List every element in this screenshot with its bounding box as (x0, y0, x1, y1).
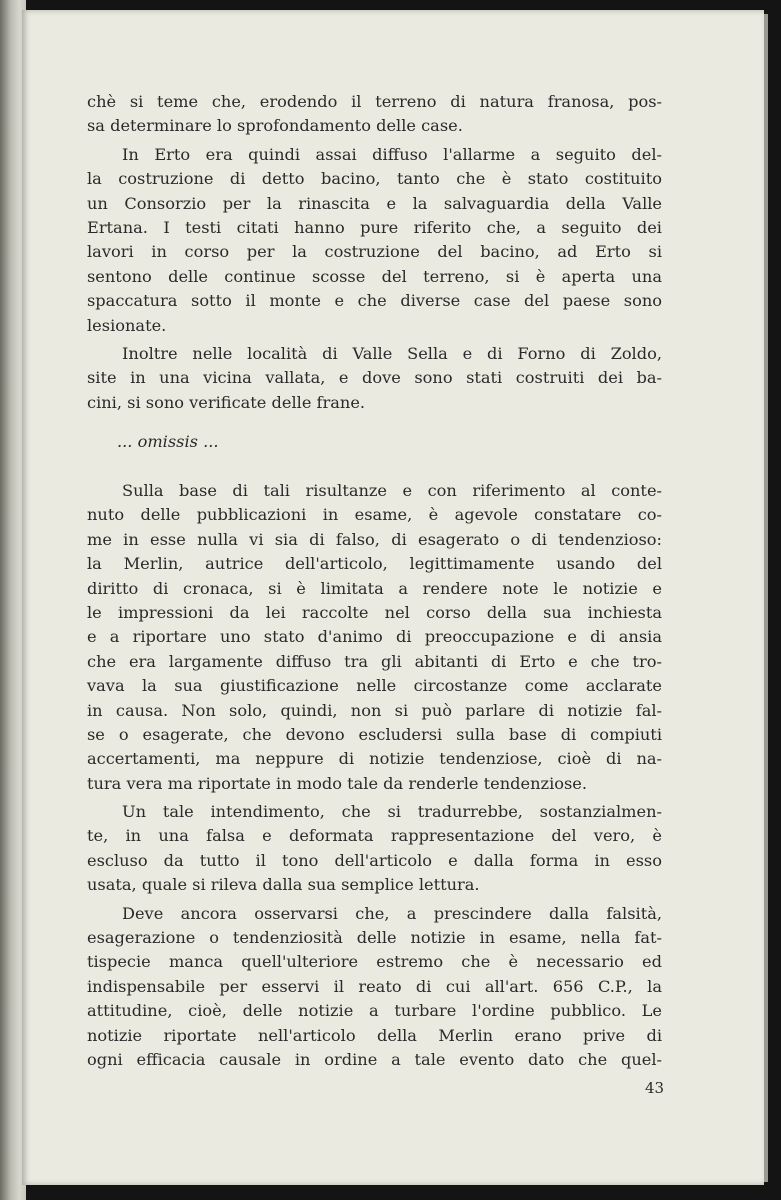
text-line: indispensabile per esservi il reato di cui all'art. 656 C.P., la (87, 976, 662, 996)
text-line: sa determinare lo sprofondamento delle case. (87, 116, 463, 136)
text-line: lesionate. (87, 315, 167, 335)
text-line: che era largamente diffuso tra gli abitanti di Erto e che tro- (87, 651, 662, 671)
text-line: spaccatura sotto il monte e che diverse case del paese sono (87, 291, 662, 311)
text-line: lavori in corso per la costruzione del bacino, ad Erto si (87, 242, 662, 262)
text-line: in causa. Non solo, quindi, non si può parlare di notizie fal- (87, 700, 662, 720)
text-line: se o esagerate, che devono escludersi sulla base di compiuti (87, 724, 662, 744)
text-line: ogni efficacia causale in ordine a tale evento dato che quel- (87, 1049, 662, 1069)
text-line: tispecie manca quell'ulteriore estremo che è necessario ed (87, 952, 662, 972)
page-number: 43 (645, 1079, 665, 1097)
text-line: accertamenti, ma neppure di notizie tendenziose, cioè di na- (87, 749, 662, 769)
text-line: In Erto era quindi assai diffuso l'allarme a seguito del- (122, 144, 662, 164)
text-line: Inoltre nelle località di Valle Sella e di Forno di Zoldo, (122, 343, 662, 363)
text-line: me in esse nulla vi sia di falso, di esagerato o di tendenzioso: (87, 529, 662, 549)
text-line: Un tale intendimento, che si tradurrebbe, sostanzialmen- (122, 802, 662, 822)
paragraph-4 (87, 479, 662, 796)
text-line: chè si teme che, erodendo il terreno di natura franosa, pos- (87, 92, 662, 111)
text-line: escluso da tutto il tono dell'articolo e dalla forma in esso (87, 850, 662, 870)
text-line: te, in una falsa e deformata rappresentazione del vero, è (87, 826, 662, 846)
text-line: vava la sua giustificazione nelle circostanze come acclarate (87, 676, 662, 696)
text-line: nuto delle pubblicazioni in esame, è agevole constatare co- (87, 505, 662, 525)
text-line: sentono delle continue scosse del terreno, si è aperta una (87, 266, 662, 286)
text-line: Deve ancora osservarsi che, a prescindere dalla falsità, (122, 903, 662, 923)
text-line: site in una vicina vallata, e dove sono stati costruiti dei ba- (87, 368, 662, 388)
paragraph-2 (87, 143, 662, 338)
text-line: cini, si sono verificate delle frane. (87, 392, 366, 412)
text-line: notizie riportate nell'articolo della Merlin erano prive di (87, 1025, 662, 1045)
page-right-edge (764, 14, 768, 1182)
body-text-continued (87, 479, 662, 1072)
paragraph-5 (87, 800, 662, 898)
text-line: diritto di cronaca, si è limitata a rendere note le notizie e (87, 578, 662, 598)
body-text (87, 90, 662, 415)
omissis-note: ... omissis ... (117, 432, 219, 451)
text-line: Sulla base di tali risultanze e con riferimento al conte- (122, 481, 662, 500)
text-line: esagerazione o tendenziosità delle notizie in esame, nella fat- (87, 928, 662, 948)
text-line: la Merlin, autrice dell'articolo, legittimamente usando del (87, 554, 662, 574)
text-line: Ertana. I testi citati hanno pure riferito che, a seguito dei (87, 217, 662, 237)
paragraph-6 (87, 902, 662, 1073)
text-line: tura vera ma riportate in modo tale da renderle tendenziose. (87, 773, 588, 793)
text-line: le impressioni da lei raccolte nel corso della sua inchiesta (87, 602, 662, 622)
text-line: attitudine, cioè, delle notizie a turbare l'ordine pubblico. Le (87, 1001, 662, 1021)
text-line: e a riportare uno stato d'animo di preoccupazione e di ansia (87, 627, 662, 647)
paragraph-3 (87, 342, 662, 415)
paragraph-1 (87, 90, 662, 139)
text-line: un Consorzio per la rinascita e la salvaguardia della Valle (87, 193, 662, 213)
text-line: usata, quale si rileva dalla sua semplice lettura. (87, 875, 480, 895)
text-line: la costruzione di detto bacino, tanto che è stato costituito (87, 169, 662, 189)
